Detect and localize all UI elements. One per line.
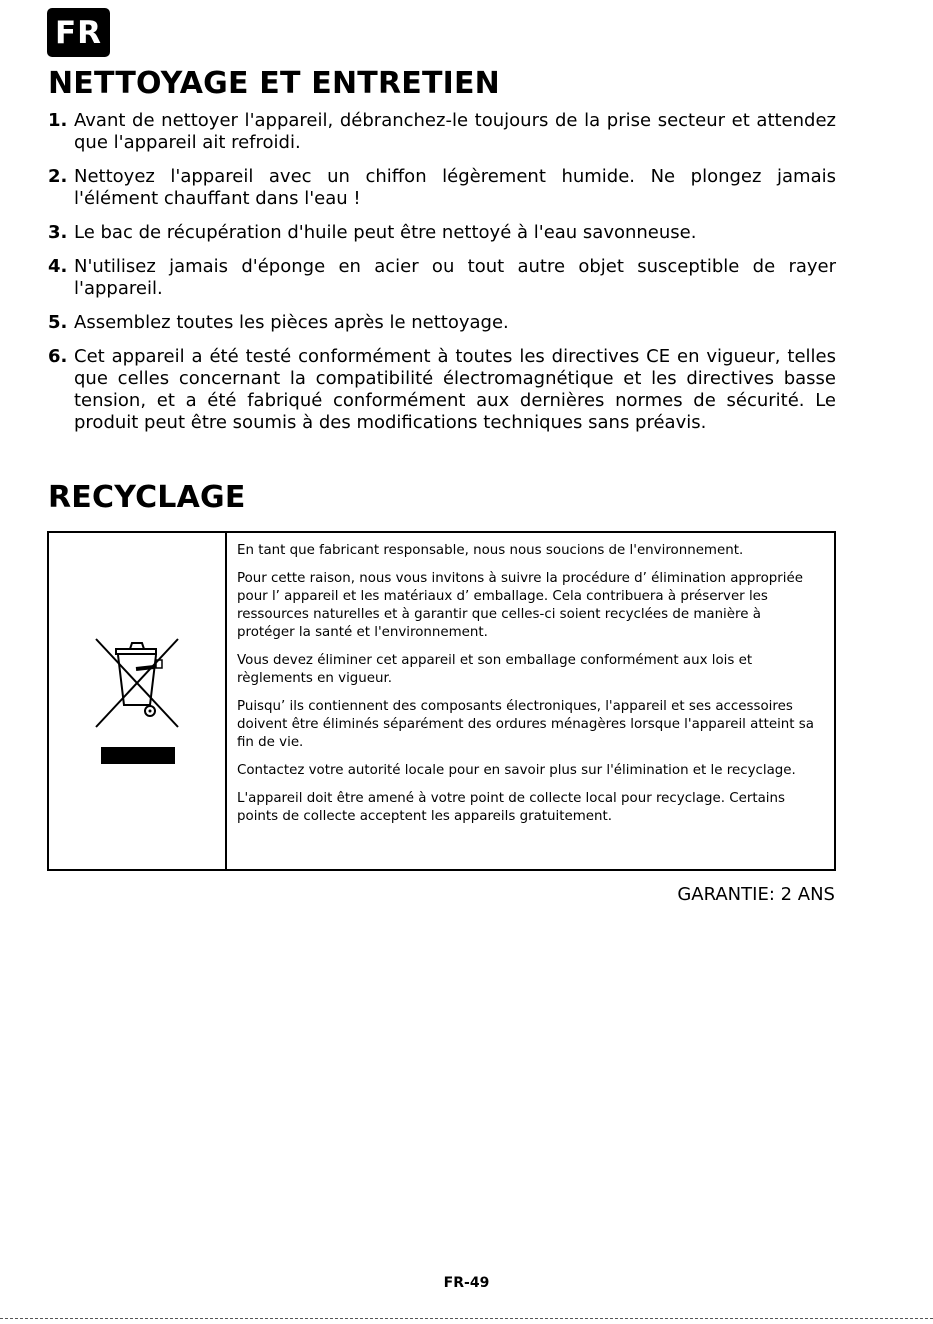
step-number: 3. (48, 222, 68, 243)
list-item (48, 110, 836, 154)
recycling-section-title: RECYCLAGE (48, 480, 246, 515)
step-text: Cet appareil a été testé conformément à toutes les directives CE en vigueur, telles que celles concernant la compatibilité électromagnétique et les directives basse tension, et a été fabriqué conformément aux dernières normes de sécurité. Le produit peut être soumis à des modifications techniques sans préavis. (74, 346, 836, 433)
recycling-text (227, 533, 834, 869)
recycling-paragraph: L'appareil doit être amené à votre point de collecte local pour recyclage. Certains points de collecte acceptent les appareils gratuitement. (237, 791, 785, 824)
step-number: 6. (48, 346, 68, 367)
recycling-paragraph: Puisqu’ ils contiennent des composants électroniques, l'appareil et ses accessoires doivent être éliminés séparément des ordures ménagères lorsque l'appareil atteint sa fin de vie. (237, 699, 814, 750)
bottom-divider (0, 1318, 933, 1319)
step-number: 4. (48, 256, 68, 277)
step-text: Nettoyez l'appareil avec un chiffon légèrement humide. Ne plongez jamais l'élément chauffant dans l'eau ! (74, 166, 836, 209)
step-text: Avant de nettoyer l'appareil, débranchez-le toujours de la prise secteur et attendez que l'appareil ait refroidi. (74, 110, 836, 153)
recycling-paragraph: Contactez votre autorité locale pour en savoir plus sur l'élimination et le recyclage. (237, 763, 796, 778)
step-number: 1. (48, 110, 68, 131)
recycling-box (47, 531, 836, 871)
step-text: Assemblez toutes les pièces après le nettoyage. (74, 312, 509, 333)
list-item (48, 312, 836, 334)
language-badge: FR (47, 8, 110, 57)
recycling-paragraph: En tant que fabricant responsable, nous nous soucions de l'environnement. (237, 543, 744, 558)
step-text: N'utilisez jamais d'éponge en acier ou tout autre objet susceptible de rayer l'appareil. (74, 256, 836, 299)
list-item (48, 222, 836, 244)
cleaning-section-title: NETTOYAGE ET ENTRETIEN (48, 66, 500, 101)
recycling-paragraph: Pour cette raison, nous vous invitons à suivre la procédure d’ élimination appropriée pour l’ appareil et les matériaux d’ emballage. Cela contribuera à préserver les ressources naturelles et à garantir que celles-ci soient recyclées de manière à protéger la santé et l'environnement. (237, 571, 804, 640)
list-item (48, 346, 836, 434)
recycling-paragraph: Vous devez éliminer cet appareil et son emballage conformément aux lois et règlements en vigueur. (237, 653, 753, 686)
cleaning-steps-list (48, 110, 836, 446)
page-number: FR-49 (443, 1275, 490, 1291)
recycling-icon-cell (49, 533, 227, 869)
step-text: Le bac de récupération d'huile peut être nettoyé à l'eau savonneuse. (74, 222, 697, 243)
warranty-label: GARANTIE: 2 ANS (677, 884, 835, 905)
list-item (48, 256, 836, 300)
step-number: 5. (48, 312, 68, 333)
list-item (48, 166, 836, 210)
step-number: 2. (48, 166, 68, 187)
weee-crossed-bin-icon (94, 633, 182, 769)
